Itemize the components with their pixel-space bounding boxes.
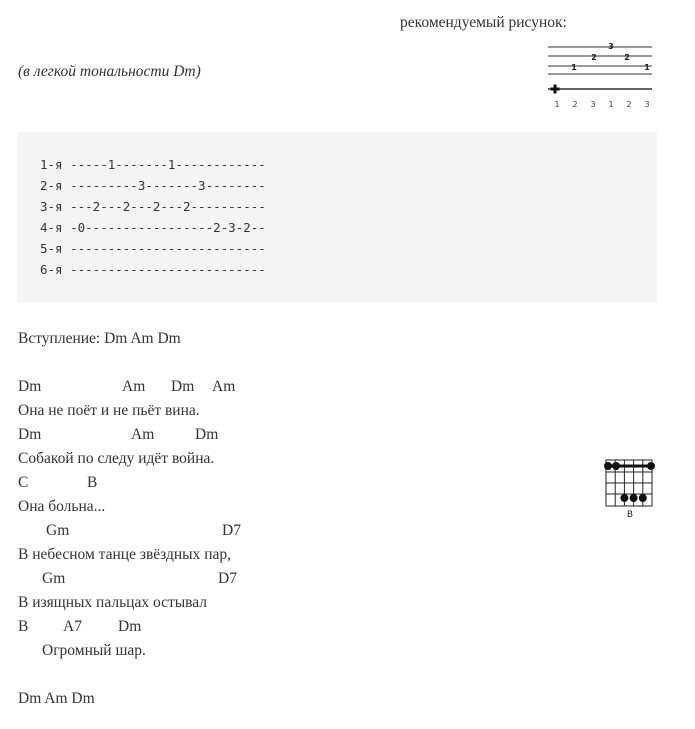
- chord-label: Dm: [195, 426, 219, 443]
- lyric-line: Она больна...: [18, 498, 106, 515]
- pattern-mark: 3: [608, 42, 614, 51]
- chord-label: Am: [212, 378, 236, 395]
- tab-line: 5-я --------------------------: [40, 241, 266, 256]
- recommended-pattern-label: рекомендуемый рисунок:: [400, 14, 567, 31]
- pattern-mark: 1: [571, 63, 577, 72]
- beat-number: 2: [626, 100, 632, 109]
- tab-line: 1-я -----1-------1------------: [40, 157, 266, 172]
- finger-dot: [639, 494, 647, 502]
- tab-line: 3-я ---2---2---2---2----------: [40, 199, 266, 214]
- beat-number: 1: [608, 100, 614, 109]
- chord-label: Dm: [118, 618, 142, 635]
- pattern-mark: 2: [624, 53, 630, 62]
- finger-dot: [647, 462, 655, 470]
- chord-label: Dm: [171, 378, 195, 395]
- chord-label: Am: [131, 426, 155, 443]
- key-note: (в легкой тональности Dm): [18, 63, 201, 80]
- chord-label: Dm: [18, 426, 42, 443]
- lyric-line: Собакой по следу идёт война.: [18, 450, 215, 467]
- outro-line: Dm Am Dm: [18, 690, 95, 707]
- lyric-line: Огромный шар.: [42, 642, 146, 659]
- tab-line: 6-я --------------------------: [40, 262, 266, 277]
- beat-number: 1: [554, 100, 560, 109]
- lyric-line: Она не поёт и не пьёт вина.: [18, 402, 200, 419]
- chord-diagram-b: [600, 456, 660, 520]
- intro-line: Вступление: Dm Am Dm: [18, 330, 181, 347]
- chord-label: A7: [63, 618, 82, 635]
- finger-dot: [630, 494, 638, 502]
- lyric-line: В небесном танце звёздных пар,: [18, 546, 232, 563]
- beat-number: 3: [644, 100, 650, 109]
- chord-label: B: [18, 618, 29, 635]
- finger-dot: [604, 462, 612, 470]
- chord-diagram-label: B: [626, 510, 634, 520]
- tablature-block: [17, 132, 657, 302]
- finger-dot: [612, 462, 620, 470]
- tab-line: 2-я ---------3-------3--------: [40, 178, 266, 193]
- chord-label: Am: [122, 378, 146, 395]
- beat-number: 3: [590, 100, 596, 109]
- chord-label: D7: [218, 570, 237, 587]
- bass-cross-icon: [551, 85, 560, 94]
- beat-number: 2: [572, 100, 578, 109]
- strumming-pattern-figure: [545, 40, 657, 110]
- finger-dot: [620, 494, 628, 502]
- lyric-line: В изящных пальцах остывал: [18, 594, 208, 611]
- pattern-mark: 2: [591, 53, 597, 62]
- chord-label: D7: [222, 522, 241, 539]
- chord-label: B: [87, 474, 98, 491]
- chord-label: Gm: [46, 522, 70, 539]
- chord-label: C: [18, 474, 29, 491]
- chord-label: Dm: [18, 378, 42, 395]
- chord-label: Gm: [42, 570, 66, 587]
- pattern-mark: 1: [644, 63, 650, 72]
- tab-line: 4-я -0-----------------2-3-2--: [40, 220, 266, 235]
